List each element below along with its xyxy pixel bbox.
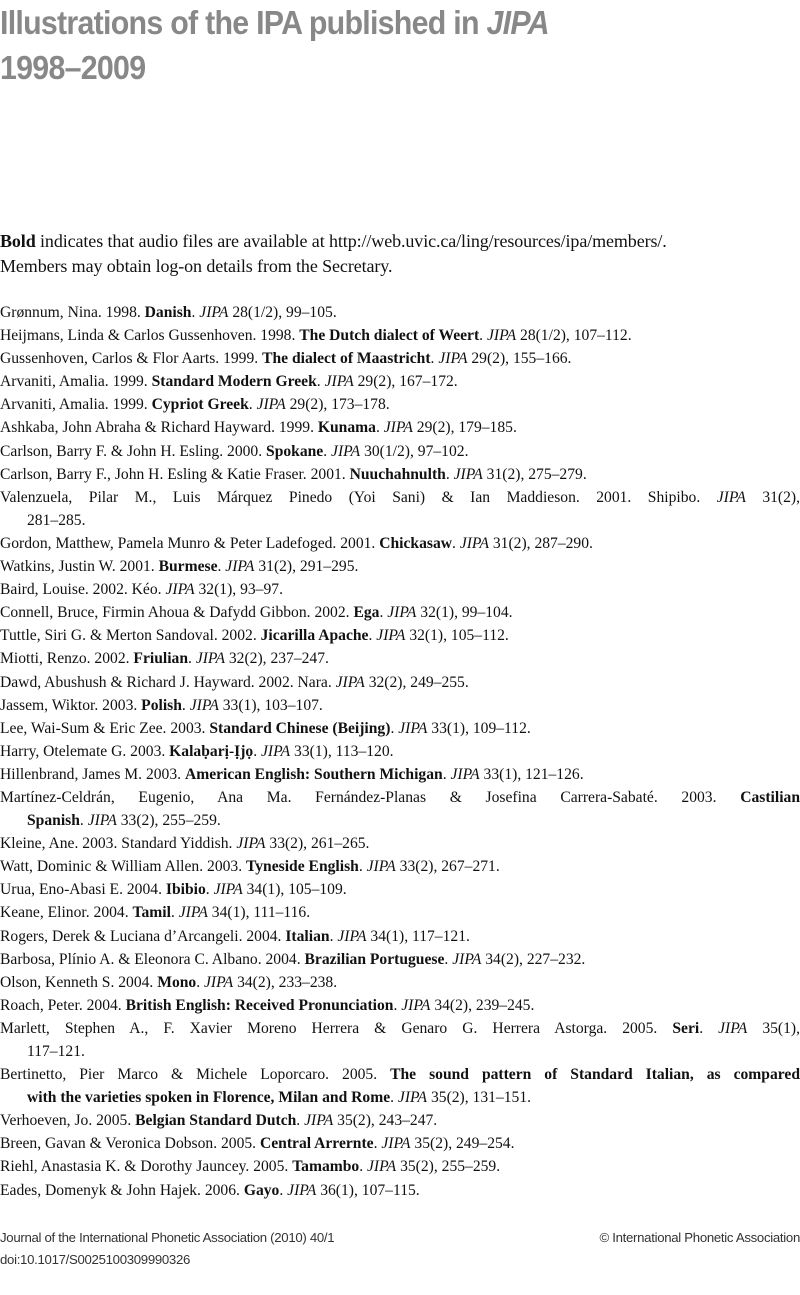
reference-volume-pages: 29(2), 179–185. <box>412 419 517 437</box>
page-title <box>0 0 549 90</box>
reference-journal: JIPA <box>486 327 517 345</box>
reference-entry <box>0 717 800 740</box>
reference-author: Connell, Bruce, Firmin Ahoua & Dafydd Gibbon. 2002. <box>0 604 354 622</box>
reference-volume-pages: 30(1/2), 97–102. <box>360 442 469 460</box>
reference-volume-pages: 36(1), 107–115. <box>316 1181 420 1199</box>
reference-entry <box>0 671 800 694</box>
reference-author: Miotti, Renzo. 2002. <box>0 650 134 668</box>
reference-line: Kleine, Ane. 2003. Standard Yiddish. JIPA 33(2), 261–265. <box>0 835 370 853</box>
reference-entry <box>0 1017 800 1063</box>
reference-author: Marlett, Stephen A., F. Xavier Moreno Herrera & Genaro G. Herrera Astorga. 2005. <box>0 1019 673 1037</box>
reference-entry <box>0 370 800 393</box>
reference-journal: JIPA <box>453 465 483 483</box>
reference-volume-pages: 35(2), 243–247. <box>333 1112 438 1130</box>
reference-line: Breen, Gavan & Veronica Dobson. 2005. Central Arrernte. JIPA 35(2), 249–254. <box>0 1135 515 1153</box>
reference-author: Breen, Gavan & Veronica Dobson. 2005. <box>0 1135 260 1153</box>
reference-title: Mono <box>157 973 197 991</box>
reference-line: Olson, Kenneth S. 2004. Mono. JIPA 34(2), 233–238. <box>0 973 338 991</box>
reference-line: with the varieties spoken in Florence, Milan and Rome. JIPA 35(2), 131–151. <box>27 1089 532 1107</box>
reference-entry <box>0 901 800 924</box>
reference-journal: JIPA <box>331 442 361 460</box>
reference-journal: JIPA <box>337 927 367 945</box>
reference-volume-pages: 31(2), <box>745 488 800 506</box>
reference-title: Burmese <box>158 558 218 576</box>
reference-entry <box>0 532 800 555</box>
reference-volume-pages: 28(1/2), 99–105. <box>228 304 337 321</box>
reference-author: Watkins, Justin W. 2001. <box>0 558 159 576</box>
reference-title: Polish <box>141 696 182 714</box>
reference-volume-pages: 32(1), 93–97. <box>194 581 283 599</box>
reference-title: Central Arrernte <box>259 1135 374 1153</box>
reference-journal: JIPA <box>195 650 225 668</box>
reference-journal: JIPA <box>401 996 431 1014</box>
page-title-line-2: 1998–2009 <box>0 49 146 86</box>
reference-volume-pages: 28(1/2), 107–112. <box>516 327 632 345</box>
reference-title: Standard Yiddish <box>121 835 229 853</box>
reference-journal: JIPA <box>452 950 482 968</box>
reference-volume-pages: 34(2), 239–245. <box>430 996 535 1014</box>
intro-line-2: Members may obtain log-on details from the Secretary. <box>0 256 393 276</box>
reference-title: Standard Modern Greek <box>151 373 317 391</box>
reference-volume-pages: 35(2), 249–254. <box>410 1135 515 1153</box>
reference-title: Nara <box>297 673 328 691</box>
reference-title: Chickasaw <box>379 534 453 552</box>
reference-volume-pages: 35(2), 255–259. <box>396 1158 501 1176</box>
reference-journal: JIPA <box>398 719 428 737</box>
reference-title: Tamil <box>132 904 171 922</box>
reference-author: Baird, Louise. 2002. <box>0 581 132 599</box>
reference-journal: JIPA <box>256 396 286 414</box>
reference-title: Cypriot Greek <box>151 396 249 414</box>
reference-line: Riehl, Anastasia K. & Dorothy Jauncey. 2005. Tamambo. JIPA 35(2), 255–259. <box>0 1158 501 1176</box>
bold-legend-word: Bold <box>0 231 36 251</box>
reference-author: Roach, Peter. 2004. <box>0 996 126 1014</box>
reference-line: Rogers, Derek & Luciana d’Arcangeli. 2004. Italian. JIPA 34(1), 117–121. <box>0 927 470 945</box>
reference-volume-pages: 33(2), 261–265. <box>265 835 370 853</box>
reference-volume-pages: 33(1), 103–107. <box>218 696 323 714</box>
reference-line: Gussenhoven, Carlos & Flor Aarts. 1999. The dialect of Maastricht. JIPA 29(2), 155–166. <box>0 350 572 368</box>
reference-volume-pages: 35(2), 131–151. <box>427 1089 532 1107</box>
reference-journal: JIPA <box>87 812 117 830</box>
reference-entry <box>0 786 800 832</box>
reference-author: Dawd, Abushush & Richard J. Hayward. 2002. <box>0 673 298 691</box>
reference-volume-pages: 29(2), 155–166. <box>467 350 572 368</box>
reference-journal: JIPA <box>261 742 291 760</box>
reference-entry <box>0 948 800 971</box>
reference-journal: JIPA <box>236 835 266 853</box>
reference-volume-pages: 33(1), 121–126. <box>479 765 584 783</box>
reference-line: Valenzuela, Pilar M., Luis Márquez Pinedo (Yoi Sani) & Ian Maddieson. 2001. Shipibo. JIPA 31(2), <box>0 488 800 506</box>
reference-title: Standard Chinese (Beijing) <box>209 719 391 737</box>
reference-line: Gordon, Matthew, Pamela Munro & Peter Ladefoged. 2001. Chickasaw. JIPA 31(2), 287–290. <box>0 534 593 552</box>
reference-journal: JIPA <box>383 419 413 437</box>
reference-volume-pages: 33(2), 255–259. <box>116 812 221 830</box>
reference-title: Tamambo <box>292 1158 360 1176</box>
reference-volume-pages: 29(2), 173–178. <box>285 396 390 414</box>
reference-line: Jassem, Wiktor. 2003. Polish. JIPA 33(1), 103–107. <box>0 696 323 714</box>
reference-entry <box>0 301 800 324</box>
reference-journal: JIPA <box>287 1181 317 1199</box>
reference-author: Riehl, Anastasia K. & Dorothy Jauncey. 2005. <box>0 1158 293 1176</box>
reference-entry <box>0 416 800 439</box>
reference-volume-pages: 32(2), 237–247. <box>224 650 329 668</box>
reference-line: Arvaniti, Amalia. 1999. Standard Modern Greek. JIPA 29(2), 167–172. <box>0 373 458 391</box>
reference-title-continuation: Spanish <box>27 812 80 830</box>
reference-line <box>0 786 800 809</box>
reference-line: Eades, Domenyk & John Hajek. 2006. Gayo. JIPA 36(1), 107–115. <box>0 1181 420 1199</box>
reference-journal: JIPA <box>165 581 195 599</box>
reference-entry <box>0 578 800 601</box>
reference-journal: JIPA <box>387 604 417 622</box>
reference-entry <box>0 647 800 670</box>
reference-title: Nuuchahnulth <box>349 465 446 483</box>
reference-line <box>0 1063 800 1086</box>
reference-line: Keane, Elinor. 2004. Tamil. JIPA 34(1), 111–116. <box>0 904 311 922</box>
reference-line <box>0 509 800 532</box>
reference-title: Ega <box>353 604 380 622</box>
reference-journal: JIPA <box>304 1112 334 1130</box>
reference-author: Jassem, Wiktor. 2003. <box>0 696 142 714</box>
reference-line: Harry, Otelemate G. 2003. Kalaḅarị-Ịjọ. JIPA 33(1), 113–120. <box>0 742 394 760</box>
reference-journal: JIPA <box>376 627 406 645</box>
reference-title: Kalaḅarị-Ịjọ <box>169 742 254 760</box>
reference-journal: JIPA <box>367 1158 397 1176</box>
reference-journal: JIPA <box>450 765 480 783</box>
reference-entry <box>0 855 800 878</box>
reference-volume-pages: 34(1), 111–116. <box>207 904 311 922</box>
reference-journal: JIPA <box>397 1089 428 1107</box>
reference-line: Miotti, Renzo. 2002. Friulian. JIPA 32(2), 237–247. <box>0 650 329 668</box>
reference-line: Barbosa, Plínio A. & Eleonora C. Albano. 2004. Brazilian Portuguese. JIPA 34(2), 227–232. <box>0 950 586 968</box>
reference-entry <box>0 971 800 994</box>
reference-line: Lee, Wai-Sum & Eric Zee. 2003. Standard Chinese (Beijing). JIPA 33(1), 109–112. <box>0 719 531 737</box>
reference-volume-pages: 31(2), 291–295. <box>254 558 359 576</box>
reference-author: Harry, Otelemate G. 2003. <box>0 742 170 760</box>
reference-title: Tyneside English <box>246 858 359 876</box>
reference-volume-pages: 33(2), 267–271. <box>395 858 500 876</box>
reference-title: Jicarilla Apache <box>260 627 369 645</box>
reference-entry <box>0 324 800 347</box>
journal-citation: Journal of the International Phonetic Association (2010) 40/1 <box>0 1230 335 1245</box>
reference-title: Gayo <box>243 1181 280 1199</box>
reference-entry <box>0 347 800 370</box>
reference-line: Arvaniti, Amalia. 1999. Cypriot Greek. JIPA 29(2), 173–178. <box>0 396 390 414</box>
reference-entry <box>0 925 800 948</box>
reference-title: Ibibio <box>165 881 206 899</box>
reference-journal: JIPA <box>189 696 219 714</box>
journal-abbreviation: JIPA <box>486 4 549 41</box>
reference-author: Tuttle, Siri G. & Merton Sandoval. 2002. <box>0 627 261 645</box>
reference-pages-continuation: 117–121. <box>27 1043 85 1060</box>
reference-author: Rogers, Derek & Luciana d’Arcangeli. 2004. <box>0 927 286 945</box>
reference-journal: JIPA <box>225 558 255 576</box>
reference-line: Tuttle, Siri G. & Merton Sandoval. 2002. Jicarilla Apache. JIPA 32(1), 105–112. <box>0 627 509 645</box>
reference-volume-pages: 34(1), 117–121. <box>366 927 470 945</box>
reference-entry <box>0 1179 800 1202</box>
reference-author: Watt, Dominic & William Allen. 2003. <box>0 858 247 876</box>
reference-entry <box>0 763 800 786</box>
reference-author: Carlson, Barry F., John H. Esling & Katie Fraser. 2001. <box>0 465 350 483</box>
reference-entry <box>0 878 800 901</box>
reference-entry <box>0 463 800 486</box>
reference-line: Carlson, Barry F., John H. Esling & Katie Fraser. 2001. Nuuchahnulth. JIPA 31(2), 275–279. <box>0 465 587 483</box>
reference-volume-pages: 32(2), 249–255. <box>364 673 469 691</box>
reference-volume-pages: 34(2), 227–232. <box>481 950 586 968</box>
reference-line: Dawd, Abushush & Richard J. Hayward. 2002. Nara. JIPA 32(2), 249–255. <box>0 673 469 691</box>
reference-entry <box>0 486 800 532</box>
reference-title: Kéo <box>131 581 158 599</box>
reference-title: The sound pattern of Standard Italian, as compared <box>390 1066 800 1084</box>
reference-journal: JIPA <box>213 881 243 899</box>
reference-volume-pages: 31(2), 287–290. <box>488 534 593 552</box>
reference-title: Kunama <box>317 419 376 437</box>
reference-author: Ashkaba, John Abraha & Richard Hayward. 1999. <box>0 419 318 437</box>
reference-line: Ashkaba, John Abraha & Richard Hayward. 1999. Kunama. JIPA 29(2), 179–185. <box>0 419 517 437</box>
reference-entry <box>0 740 800 763</box>
reference-journal: JIPA <box>324 373 354 391</box>
reference-author: Arvaniti, Amalia. 1999. <box>0 373 152 391</box>
reference-author: Urua, Eno-Abasi E. 2004. <box>0 881 166 899</box>
reference-title: Belgian Standard Dutch <box>135 1112 297 1130</box>
reference-author: Valenzuela, Pilar M., Luis Márquez Pinedo (Yoi Sani) & Ian Maddieson. 2001. <box>0 488 648 506</box>
reference-line: Urua, Eno-Abasi E. 2004. Ibibio. JIPA 34(1), 105–109. <box>0 881 347 899</box>
reference-author: Kleine, Ane. 2003. <box>0 835 122 853</box>
reference-title: Danish <box>144 304 192 321</box>
intro-line-1: Bold indicates that audio files are available at http://web.uvic.ca/ling/resources/ipa/members/. <box>0 231 667 251</box>
reference-author: Hillenbrand, James M. 2003. <box>0 765 185 783</box>
reference-author: Gordon, Matthew, Pamela Munro & Peter Ladefoged. 2001. <box>0 534 380 552</box>
reference-line: Watkins, Justin W. 2001. Burmese. JIPA 31(2), 291–295. <box>0 558 359 576</box>
reference-volume-pages: 35(1), <box>747 1019 800 1037</box>
reference-entry <box>0 1109 800 1132</box>
reference-entry <box>0 1155 800 1178</box>
reference-author: Barbosa, Plínio A. & Eleonora C. Albano. 2004. <box>0 950 305 968</box>
reference-title: American English: Southern Michigan <box>184 765 443 783</box>
reference-author: Grønnum, Nina. 1998. <box>0 304 145 321</box>
reference-title: Italian <box>285 927 330 945</box>
reference-title: Castilian <box>740 788 800 806</box>
reference-title: Spokane <box>266 442 324 460</box>
reference-journal: JIPA <box>366 858 396 876</box>
reference-title: Shipibo <box>647 488 697 506</box>
reference-volume-pages: 32(1), 99–104. <box>416 604 513 622</box>
reference-pages-continuation: 281–285. <box>27 511 86 529</box>
reference-volume-pages: 34(2), 233–238. <box>233 973 338 991</box>
reference-entry <box>0 694 800 717</box>
reference-author: Heijmans, Linda & Carlos Gussenhoven. 1998. <box>0 327 300 345</box>
reference-title: The Dutch dialect of Weert <box>299 327 480 345</box>
page-title-line-1: Illustrations of the IPA published in JIPA <box>0 4 549 41</box>
reference-journal: JIPA <box>335 673 365 691</box>
reference-entry <box>0 994 800 1017</box>
reference-journal: JIPA <box>381 1135 411 1153</box>
reference-entry <box>0 1132 800 1155</box>
reference-entry <box>0 832 800 855</box>
reference-entry <box>0 601 800 624</box>
intro-paragraph <box>0 229 800 279</box>
reference-author: Martínez-Celdrán, Eugenio, Ana Ma. Fernández-Planas & Josefina Carrera-Sabaté. 2003. <box>0 788 741 806</box>
reference-journal: JIPA <box>459 534 489 552</box>
reference-journal: JIPA <box>438 350 468 368</box>
reference-line: Heijmans, Linda & Carlos Gussenhoven. 1998. The Dutch dialect of Weert. JIPA 28(1/2), 107–112. <box>0 327 632 345</box>
reference-title: Seri <box>672 1019 700 1037</box>
reference-volume-pages: 33(1), 109–112. <box>427 719 531 737</box>
reference-title: The dialect of Maastricht <box>262 350 431 368</box>
reference-journal: JIPA <box>718 1019 748 1037</box>
reference-title: Friulian <box>133 650 189 668</box>
reference-volume-pages: 32(1), 105–112. <box>405 627 509 645</box>
reference-author: Verhoeven, Jo. 2005. <box>0 1112 136 1130</box>
reference-title: Brazilian Portuguese <box>304 950 445 968</box>
reference-line <box>0 1040 800 1063</box>
reference-line: Connell, Bruce, Firmin Ahoua & Dafydd Gibbon. 2002. Ega. JIPA 32(1), 99–104. <box>0 604 513 622</box>
reference-author: Lee, Wai-Sum & Eric Zee. 2003. <box>0 719 210 737</box>
reference-author: Carlson, Barry F. & John H. Esling. 2000. <box>0 442 267 460</box>
reference-journal: JIPA <box>178 904 208 922</box>
reference-volume-pages: 29(2), 167–172. <box>353 373 458 391</box>
reference-volume-pages: 33(1), 113–120. <box>290 742 394 760</box>
page-footer <box>0 1227 800 1271</box>
reference-line: Hillenbrand, James M. 2003. American English: Southern Michigan. JIPA 33(1), 121–126. <box>0 765 584 783</box>
reference-author: Olson, Kenneth S. 2004. <box>0 973 158 991</box>
reference-entry <box>0 393 800 416</box>
reference-title-continuation: with the varieties spoken in Florence, Milan and Rome <box>27 1089 391 1107</box>
reference-entry <box>0 1063 800 1109</box>
reference-line: Spanish. JIPA 33(2), 255–259. <box>27 812 221 830</box>
reference-entry <box>0 555 800 578</box>
reference-entry <box>0 624 800 647</box>
reference-journal: JIPA <box>716 488 746 506</box>
reference-line: Watt, Dominic & William Allen. 2003. Tyneside English. JIPA 33(2), 267–271. <box>0 858 500 876</box>
reference-volume-pages: 31(2), 275–279. <box>482 465 587 483</box>
reference-line: Grønnum, Nina. 1998. Danish. JIPA 28(1/2), 99–105. <box>0 304 337 321</box>
copyright-notice: © International Phonetic Association <box>599 1230 800 1245</box>
reference-line: Baird, Louise. 2002. Kéo. JIPA 32(1), 93–97. <box>0 581 283 599</box>
doi: doi:10.1017/S0025100309990326 <box>0 1252 191 1267</box>
reference-line: Verhoeven, Jo. 2005. Belgian Standard Dutch. JIPA 35(2), 243–247. <box>0 1112 438 1130</box>
reference-volume-pages: 34(1), 105–109. <box>242 881 347 899</box>
reference-line: Marlett, Stephen A., F. Xavier Moreno Herrera & Genaro G. Herrera Astorga. 2005. Seri. JIPA 35(1), <box>0 1019 800 1037</box>
reference-list <box>0 301 800 1202</box>
reference-line: Carlson, Barry F. & John H. Esling. 2000. Spokane. JIPA 30(1/2), 97–102. <box>0 442 469 460</box>
reference-author: Eades, Domenyk & John Hajek. 2006. <box>0 1181 244 1199</box>
reference-author: Keane, Elinor. 2004. <box>0 904 133 922</box>
reference-journal: JIPA <box>204 973 234 991</box>
reference-author: Arvaniti, Amalia. 1999. <box>0 396 152 414</box>
reference-author: Gussenhoven, Carlos & Flor Aarts. 1999. <box>0 350 263 368</box>
reference-entry <box>0 440 800 463</box>
reference-author: Bertinetto, Pier Marco & Michele Loporcaro. 2005. <box>0 1066 391 1084</box>
reference-journal: JIPA <box>199 304 229 321</box>
reference-title: British English: Received Pronunciation <box>125 996 394 1014</box>
reference-line: Roach, Peter. 2004. British English: Received Pronunciation. JIPA 34(2), 239–245. <box>0 996 535 1014</box>
